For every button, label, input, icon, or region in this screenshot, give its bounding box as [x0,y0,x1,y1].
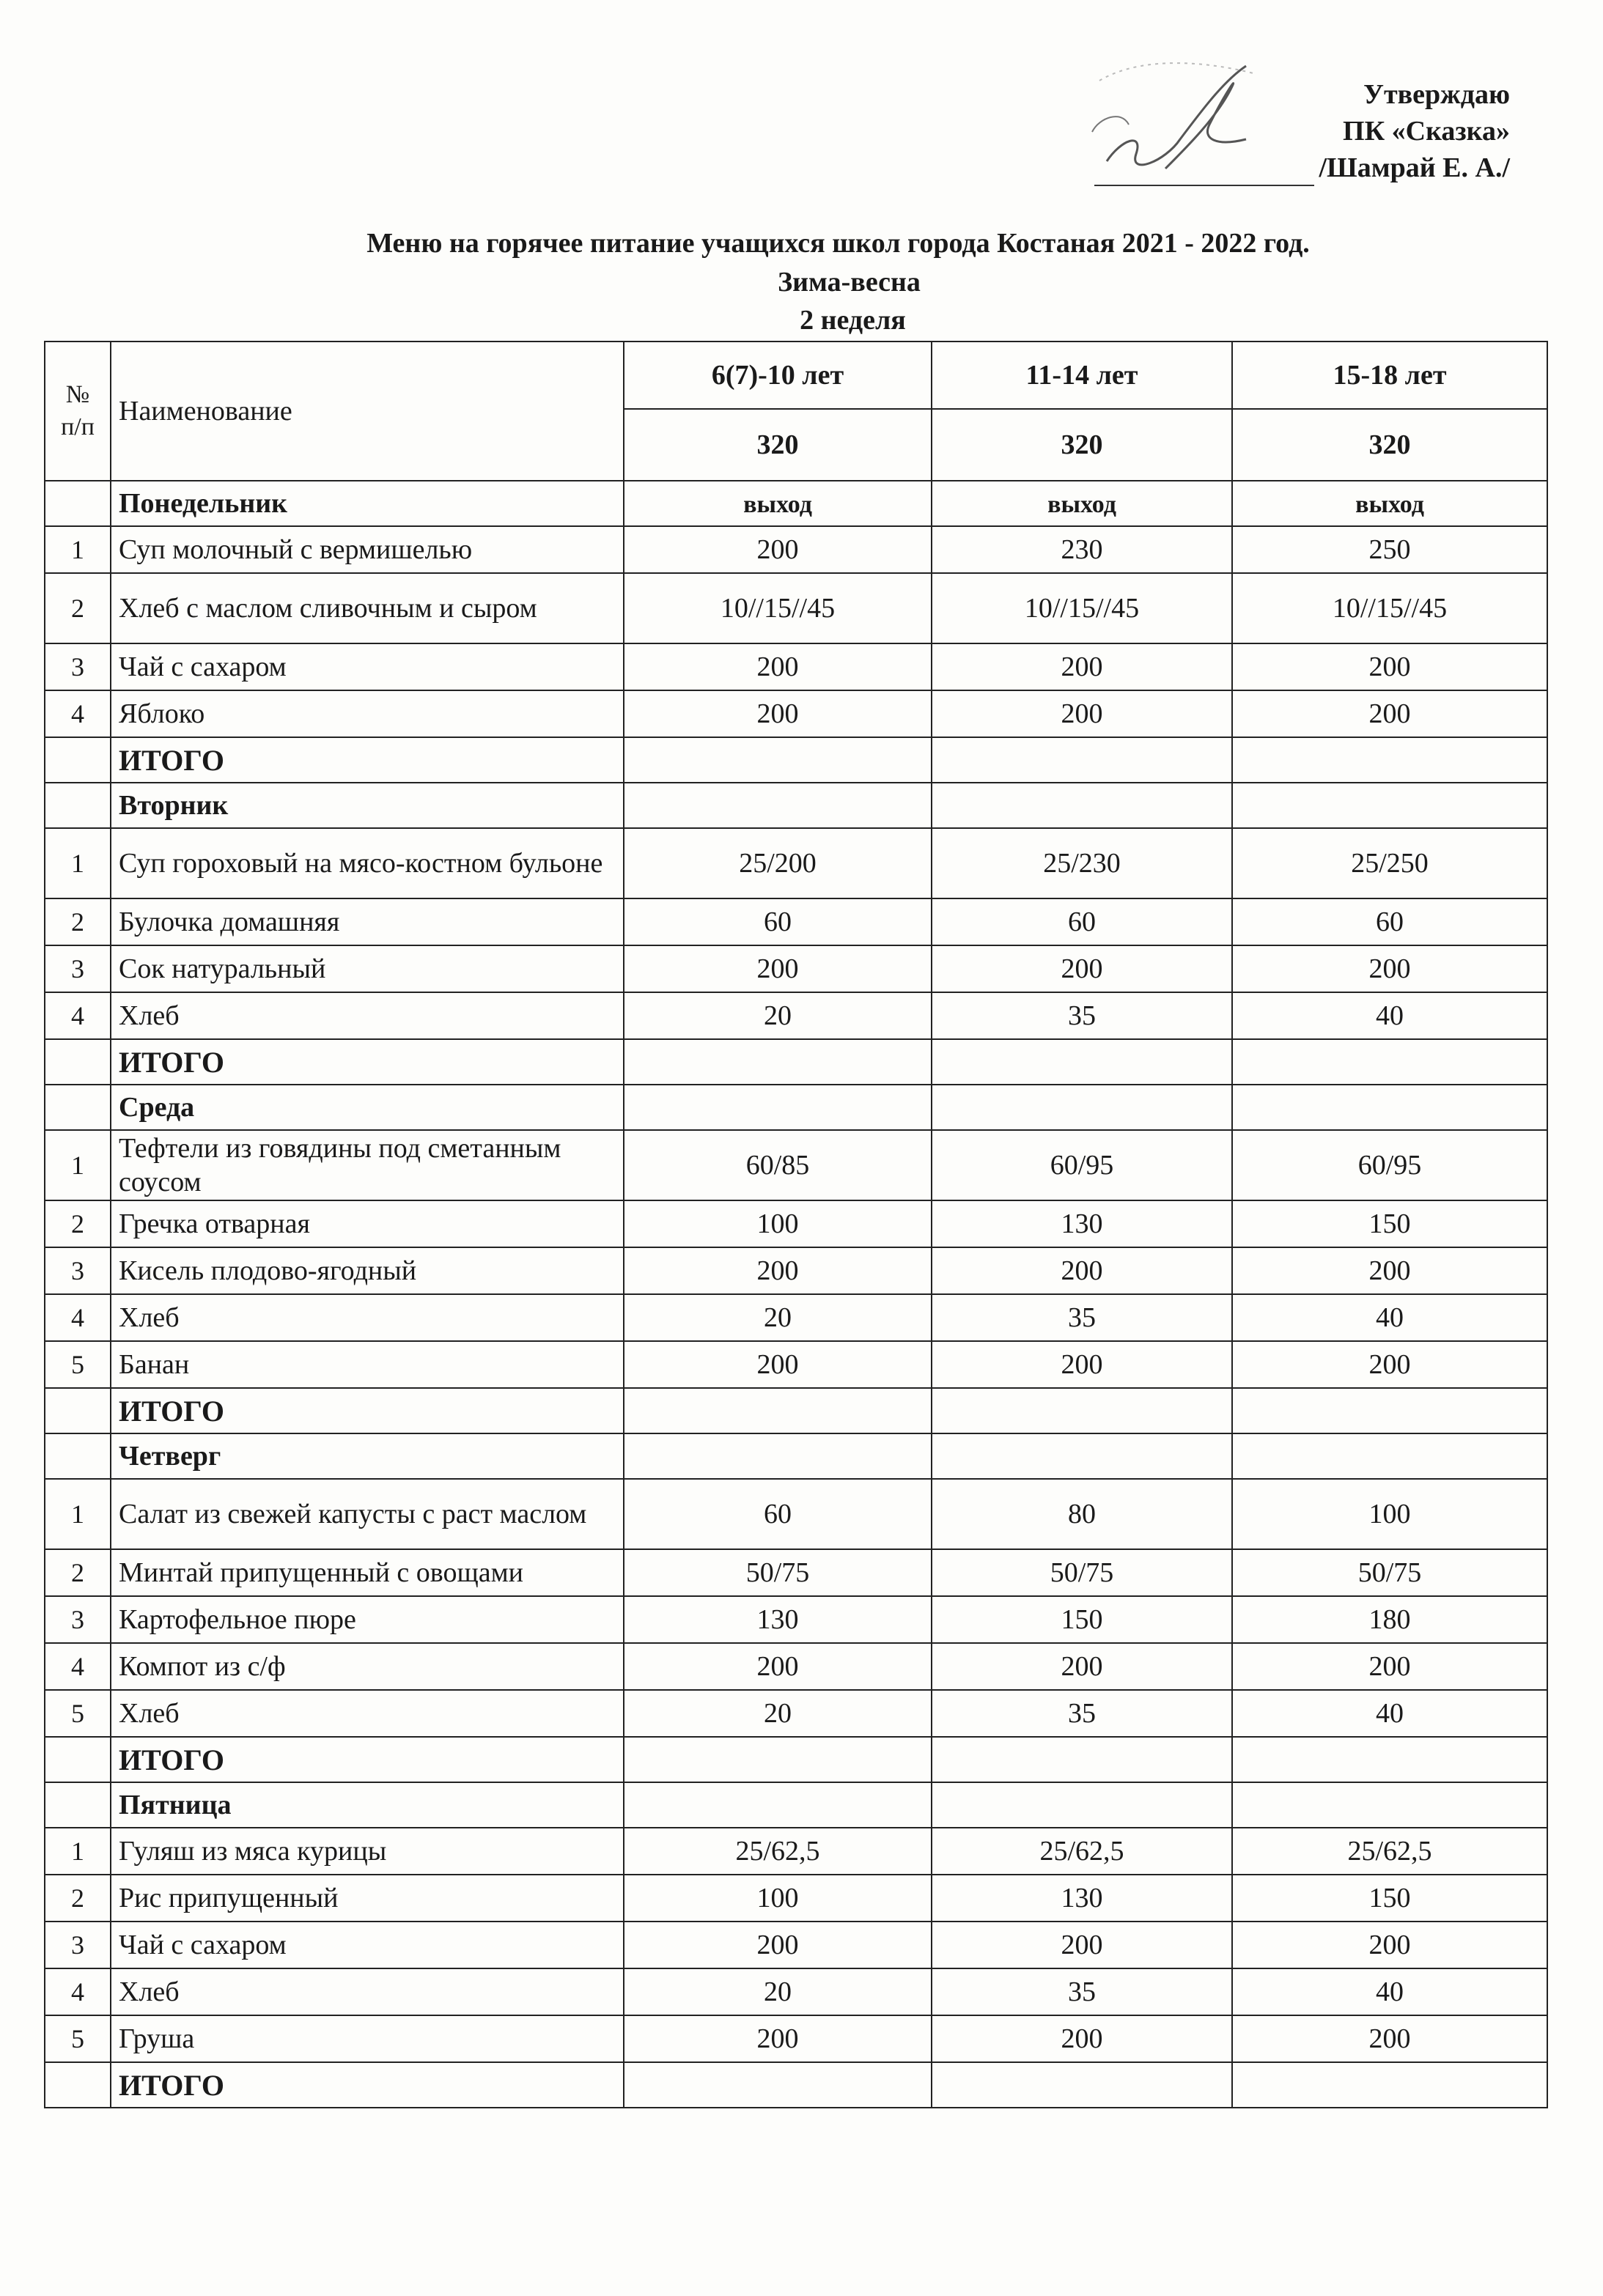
menu-item-row [45,643,1547,690]
item-portion-3: 40 [1232,1968,1547,2015]
day-row [45,783,1547,828]
menu-item-row [45,1922,1547,1968]
total-value-3 [1232,737,1547,783]
item-name: Груша [111,2015,624,2062]
approval-block [1055,76,1510,186]
item-number: 5 [45,2015,111,2062]
approval-line-1: Утверждаю [1363,79,1510,110]
output-label [932,1782,1232,1828]
item-name: Картофельное пюре [111,1596,624,1643]
item-portion-1: 200 [624,690,932,737]
day-num-cell [45,481,111,526]
item-portion-2: 60 [932,898,1232,945]
total-num-cell [45,1737,111,1782]
item-portion-2: 25/62,5 [932,1828,1232,1875]
total-value-2 [932,1039,1232,1085]
item-number: 4 [45,690,111,737]
menu-item-row [45,1247,1547,1294]
item-portion-1: 200 [624,1922,932,1968]
item-number: 2 [45,898,111,945]
item-name: Хлеб [111,992,624,1039]
day-name: Пятница [111,1782,624,1828]
total-label: ИТОГО [111,2062,624,2108]
total-num-cell [45,2062,111,2108]
output-label [624,1433,932,1479]
item-portion-2: 200 [932,690,1232,737]
total-value-1 [624,1388,932,1433]
item-portion-2: 50/75 [932,1549,1232,1596]
day-row [45,1433,1547,1479]
total-value-1 [624,1039,932,1085]
item-name: Минтай припущенный с овощами [111,1549,624,1596]
header-cost-3: 320 [1232,409,1547,481]
item-number: 3 [45,1596,111,1643]
header-name: Наименование [111,342,624,481]
header-group-2: 11-14 лет [932,342,1232,409]
total-label: ИТОГО [111,1737,624,1782]
item-number: 5 [45,1690,111,1737]
output-label [624,1782,932,1828]
item-portion-2: 200 [932,643,1232,690]
output-label-text: выход [1355,491,1424,518]
item-portion-3: 100 [1232,1479,1547,1549]
total-value-3 [1232,2062,1547,2108]
item-portion-1: 20 [624,1294,932,1341]
item-portion-2: 60/95 [932,1130,1232,1200]
item-number: 5 [45,1341,111,1388]
total-label: ИТОГО [111,1039,624,1085]
item-portion-3: 200 [1232,643,1547,690]
item-portion-1: 200 [624,643,932,690]
day-name: Вторник [111,783,624,828]
total-label: ИТОГО [111,1388,624,1433]
menu-item-row [45,1875,1547,1922]
item-portion-3: 60 [1232,898,1547,945]
item-portion-1: 200 [624,526,932,573]
item-portion-2: 35 [932,1690,1232,1737]
header-cost-2: 320 [932,409,1232,481]
total-value-1 [624,737,932,783]
total-value-3 [1232,1737,1547,1782]
output-label [624,783,932,828]
item-name: Хлеб [111,1294,624,1341]
day-num-cell [45,1782,111,1828]
item-portion-1: 130 [624,1596,932,1643]
day-row [45,1782,1547,1828]
day-num-cell [45,1085,111,1130]
item-portion-1: 25/62,5 [624,1828,932,1875]
item-name: Булочка домашняя [111,898,624,945]
item-portion-1: 60 [624,1479,932,1549]
item-portion-3: 150 [1232,1875,1547,1922]
item-portion-3: 40 [1232,992,1547,1039]
item-portion-3: 200 [1232,1922,1547,1968]
total-row [45,737,1547,783]
item-portion-3: 40 [1232,1294,1547,1341]
item-portion-3: 25/250 [1232,828,1547,898]
item-portion-2: 200 [932,1643,1232,1690]
total-value-3 [1232,1039,1547,1085]
item-name: Суп молочный с вермишелью [111,526,624,573]
total-num-cell [45,1388,111,1433]
item-portion-1: 200 [624,1341,932,1388]
total-value-2 [932,737,1232,783]
output-label [932,1433,1232,1479]
item-portion-2: 35 [932,1968,1232,2015]
menu-item-row [45,1341,1547,1388]
season-label: Зима-весна [778,267,921,298]
total-value-1 [624,2062,932,2108]
item-portion-1: 200 [624,1247,932,1294]
item-number: 3 [45,945,111,992]
item-name: Чай с сахаром [111,1922,624,1968]
menu-item-row [45,1549,1547,1596]
output-label-text: выход [1047,491,1116,518]
menu-item-row [45,526,1547,573]
menu-item-row [45,1479,1547,1549]
item-portion-1: 200 [624,1643,932,1690]
item-name: Чай с сахаром [111,643,624,690]
day-row [45,481,1547,526]
item-name: Хлеб [111,1690,624,1737]
item-number: 3 [45,643,111,690]
item-portion-3: 60/95 [1232,1130,1547,1200]
day-num-cell [45,1433,111,1479]
item-portion-3: 10//15//45 [1232,573,1547,643]
item-portion-3: 250 [1232,526,1547,573]
item-name: Тефтели из говядины под сметанным соусом [111,1130,624,1200]
menu-item-row [45,898,1547,945]
item-number: 2 [45,1200,111,1247]
item-number: 2 [45,573,111,643]
menu-item-row [45,828,1547,898]
item-number: 1 [45,1479,111,1549]
item-number: 4 [45,1294,111,1341]
output-label [932,481,1232,526]
total-value-2 [932,1737,1232,1782]
output-label [932,1085,1232,1130]
week-label: 2 неделя [800,305,906,336]
total-row [45,1388,1547,1433]
item-number: 2 [45,1549,111,1596]
item-name: Салат из свежей капусты с раст маслом [111,1479,624,1549]
item-portion-2: 200 [932,945,1232,992]
item-portion-2: 10//15//45 [932,573,1232,643]
menu-item-row [45,1828,1547,1875]
menu-item-row [45,1200,1547,1247]
item-number: 1 [45,1828,111,1875]
total-value-2 [932,1388,1232,1433]
item-number: 1 [45,1130,111,1200]
total-row [45,1737,1547,1782]
item-number: 2 [45,1875,111,1922]
item-name: Рис припущенный [111,1875,624,1922]
menu-item-row [45,1643,1547,1690]
item-portion-3: 40 [1232,1690,1547,1737]
item-portion-1: 60/85 [624,1130,932,1200]
output-label [1232,1433,1547,1479]
item-portion-3: 200 [1232,1247,1547,1294]
item-name: Гречка отварная [111,1200,624,1247]
total-label: ИТОГО [111,737,624,783]
item-portion-2: 200 [932,1247,1232,1294]
output-label [1232,1782,1547,1828]
total-value-1 [624,1737,932,1782]
total-row [45,2062,1547,2108]
item-number: 3 [45,1247,111,1294]
day-name: Понедельник [111,481,624,526]
item-portion-2: 200 [932,1341,1232,1388]
output-label-text: выход [743,491,812,518]
item-portion-3: 200 [1232,1643,1547,1690]
item-name: Хлеб [111,1968,624,2015]
menu-item-row [45,1968,1547,2015]
item-portion-3: 200 [1232,690,1547,737]
menu-item-row [45,1130,1547,1200]
item-name: Хлеб с маслом сливочным и сыром [111,573,624,643]
header-num: № п/п [45,342,111,481]
header-row-groups [45,342,1547,409]
item-portion-2: 35 [932,1294,1232,1341]
menu-table [44,341,1548,2108]
item-portion-1: 60 [624,898,932,945]
item-portion-1: 200 [624,945,932,992]
item-portion-3: 25/62,5 [1232,1828,1547,1875]
item-portion-2: 80 [932,1479,1232,1549]
total-num-cell [45,1039,111,1085]
item-portion-1: 50/75 [624,1549,932,1596]
item-portion-3: 200 [1232,1341,1547,1388]
header-group-3: 15-18 лет [1232,342,1547,409]
item-portion-3: 180 [1232,1596,1547,1643]
output-label [624,481,932,526]
item-portion-2: 130 [932,1200,1232,1247]
output-label [1232,1085,1547,1130]
item-portion-1: 25/200 [624,828,932,898]
item-portion-2: 150 [932,1596,1232,1643]
output-label [1232,783,1547,828]
menu-item-row [45,992,1547,1039]
day-row [45,1085,1547,1130]
item-portion-2: 25/230 [932,828,1232,898]
item-portion-2: 35 [932,992,1232,1039]
output-label [624,1085,932,1130]
total-row [45,1039,1547,1085]
item-portion-1: 200 [624,2015,932,2062]
item-portion-2: 200 [932,2015,1232,2062]
item-name: Сок натуральный [111,945,624,992]
menu-item-row [45,1690,1547,1737]
day-num-cell [45,783,111,828]
menu-item-row [45,690,1547,737]
item-portion-2: 130 [932,1875,1232,1922]
item-number: 1 [45,828,111,898]
item-portion-1: 20 [624,1968,932,2015]
menu-item-row [45,2015,1547,2062]
menu-item-row [45,573,1547,643]
header-group-1: 6(7)-10 лет [624,342,932,409]
item-name: Компот из с/ф [111,1643,624,1690]
day-name: Среда [111,1085,624,1130]
item-portion-1: 10//15//45 [624,573,932,643]
document-title: Меню на горячее питание учащихся школ города Костаная 2021 - 2022 год. [366,228,1310,259]
item-portion-2: 230 [932,526,1232,573]
header-cost-1: 320 [624,409,932,481]
item-number: 1 [45,526,111,573]
menu-item-row [45,1596,1547,1643]
item-number: 4 [45,992,111,1039]
item-portion-1: 20 [624,1690,932,1737]
output-label [1232,481,1547,526]
signature-line [1094,155,1314,186]
item-portion-2: 200 [932,1922,1232,1968]
total-num-cell [45,737,111,783]
item-name: Банан [111,1341,624,1388]
approval-line-3 [1055,150,1510,186]
item-portion-1: 100 [624,1200,932,1247]
total-value-3 [1232,1388,1547,1433]
item-name: Кисель плодово-ягодный [111,1247,624,1294]
item-portion-1: 100 [624,1875,932,1922]
item-name: Яблоко [111,690,624,737]
item-name: Суп гороховый на мясо-костном бульоне [111,828,624,898]
approval-line-2: ПК «Сказка» [1343,116,1510,147]
item-number: 4 [45,1643,111,1690]
day-name: Четверг [111,1433,624,1479]
approval-signer: /Шамрай Е. А./ [1319,152,1510,183]
item-name: Гуляш из мяса курицы [111,1828,624,1875]
item-portion-3: 200 [1232,945,1547,992]
item-portion-3: 150 [1232,1200,1547,1247]
item-number: 3 [45,1922,111,1968]
menu-item-row [45,1294,1547,1341]
item-portion-3: 50/75 [1232,1549,1547,1596]
menu-item-row [45,945,1547,992]
document-titles [0,224,1603,339]
item-portion-1: 20 [624,992,932,1039]
output-label [932,783,1232,828]
item-number: 4 [45,1968,111,2015]
item-portion-3: 200 [1232,2015,1547,2062]
total-value-2 [932,2062,1232,2108]
